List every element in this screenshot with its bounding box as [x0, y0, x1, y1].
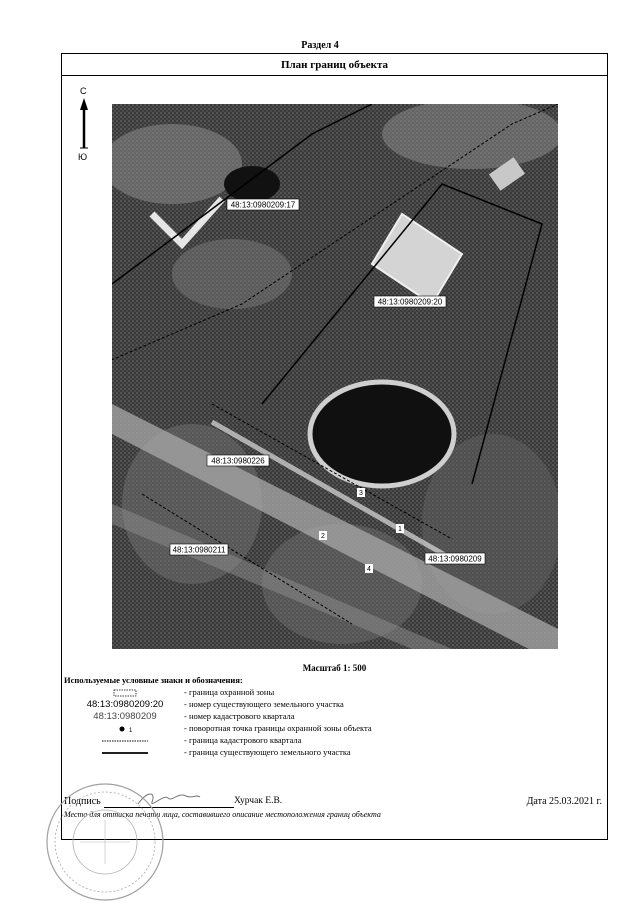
scale-label: Масштаб 1: 500: [302, 663, 367, 673]
plan-title: План границ объекта: [62, 54, 607, 76]
stamp-place-note: Место для оттиска печати лица, составившего описание местоположения границ объекта: [64, 810, 381, 819]
compass-arrow-icon: [74, 98, 94, 158]
legend-text-quarter-number: - номер кадастрового квартала: [184, 711, 295, 721]
parcel-label-3: 48:13:0980226: [211, 456, 265, 466]
legend-symbol-turning-point: [70, 723, 180, 735]
parcel-label-1: 48:13:0980209:17: [230, 200, 296, 210]
signatory-name: Хурчак Е.В.: [234, 796, 283, 806]
point-label-1: 1: [398, 526, 402, 533]
legend-text-quarter-boundary: - граница кадастрового квартала: [184, 735, 302, 745]
legend-text-turning-point: - поворотная точка границы охранной зоны объекта: [184, 723, 372, 733]
signature-date: Дата 25.03.2021 г.: [526, 796, 602, 807]
legend-symbol-turning-point-label: 1: [129, 728, 133, 734]
legend-symbol-quarter-boundary: [70, 735, 180, 747]
parcel-label-4: 48:13:0980209: [428, 554, 482, 564]
legend-symbol-protection-zone: [70, 687, 180, 699]
plan-frame: [61, 53, 608, 840]
point-label-3: 3: [359, 490, 363, 497]
turning-point-dot-icon: [120, 727, 125, 732]
map-image: [112, 104, 558, 649]
legend-text-protection-zone: - граница охранной зоны: [184, 687, 275, 697]
point-label-2: 2: [321, 533, 325, 540]
aerial-map: [112, 104, 558, 649]
legend-symbol-parcel-number: 48:13:0980209:20: [86, 699, 164, 710]
compass-north-label: С: [80, 86, 87, 96]
stamp-seal-icon: [40, 780, 170, 905]
compass: [74, 86, 94, 166]
parcel-label-2: 48:13:0980209:20: [377, 297, 443, 307]
legend-text-parcel-number: - номер существующего земельного участка: [184, 699, 344, 709]
compass-south-label: Ю: [78, 152, 88, 162]
signature-label: Подпись: [64, 796, 101, 807]
section-title: Раздел 4: [301, 40, 339, 51]
legend-symbol-quarter-number: 48:13:0980209: [93, 711, 157, 722]
parcel-label-5: 48:13:0980211: [172, 545, 226, 555]
legend-title: Используемые условные знаки и обозначения:: [64, 675, 243, 685]
legend-text-parcel-boundary: - граница существующего земельного участка: [184, 747, 351, 757]
point-label-4: 4: [367, 566, 371, 573]
legend-symbol-parcel-boundary: [70, 747, 180, 759]
